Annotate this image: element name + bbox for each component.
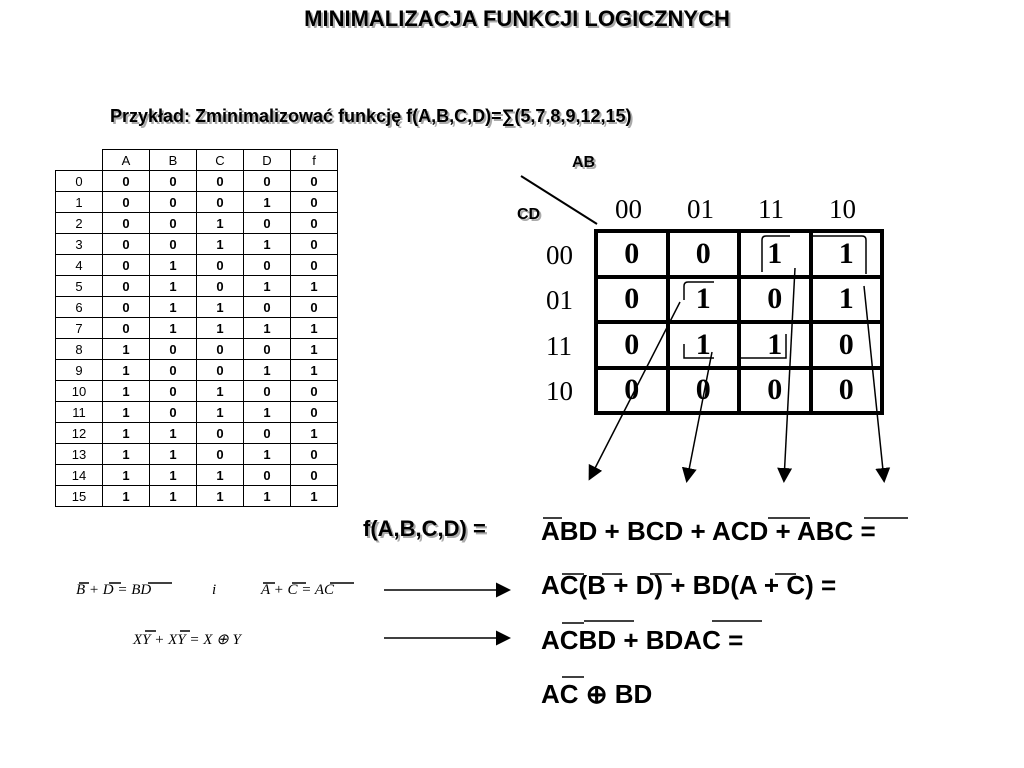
table-cell: 0 (197, 360, 244, 381)
equation-line-1: ABD + BCD + ACD + ABC = (541, 516, 876, 546)
kmap-col-header: 00 (615, 194, 642, 224)
table-cell: 0 (197, 255, 244, 276)
table-cell: 1 (197, 318, 244, 339)
table-cell: 0 (150, 339, 197, 360)
arrow (864, 286, 884, 480)
kmap-cell: 1 (670, 279, 738, 321)
table-cell: 1 (103, 360, 150, 381)
kmap-row-header: 01 (546, 285, 573, 315)
kmap-row-header: 10 (546, 376, 573, 406)
table-cell: 0 (103, 318, 150, 339)
kmap-cell: 0 (741, 279, 809, 321)
kmap-cell: 1 (670, 324, 738, 366)
table-cell: 1 (197, 486, 244, 507)
kmap-cell: 0 (598, 370, 666, 412)
table-cell: 0 (150, 234, 197, 255)
group-outline (684, 282, 714, 300)
kmap-row-header: 11 (546, 331, 572, 361)
table-cell: 0 (244, 297, 291, 318)
table-cell: 0 (291, 381, 338, 402)
identity-separator: i (212, 582, 217, 598)
table-cell: 1 (291, 423, 338, 444)
table-cell: 1 (197, 465, 244, 486)
table-cell: 0 (291, 465, 338, 486)
kmap-row-header: 00 (546, 240, 573, 270)
kmap-cell: 1 (741, 233, 809, 275)
kmap-cell: 1 (813, 279, 881, 321)
equation-line-2: AC(B + D) + BD(A + C) = (541, 570, 837, 600)
table-cell: 1 (150, 318, 197, 339)
row-index: 0 (56, 171, 103, 192)
table-header: D (244, 150, 291, 171)
table-cell: 0 (103, 234, 150, 255)
kmap-cell: 0 (813, 324, 881, 366)
table-cell: 0 (244, 381, 291, 402)
row-index: 13 (56, 444, 103, 465)
group-outline (762, 236, 790, 272)
table-cell: 1 (150, 444, 197, 465)
table-cell: 0 (291, 255, 338, 276)
table-cell: 0 (103, 297, 150, 318)
table-cell: 0 (103, 276, 150, 297)
table-cell: 1 (197, 297, 244, 318)
table-cell: 1 (150, 423, 197, 444)
table-cell: 1 (150, 486, 197, 507)
table-cell: 0 (291, 402, 338, 423)
table-cell: 1 (103, 402, 150, 423)
table-cell: 1 (291, 318, 338, 339)
row-index: 11 (56, 402, 103, 423)
equation-line-4: AC ⊕ BD (541, 679, 653, 709)
table-cell: 0 (150, 171, 197, 192)
group-outline (738, 334, 786, 358)
kmap-cell: 0 (813, 370, 881, 412)
table-cell: 1 (244, 234, 291, 255)
table-cell: 1 (150, 465, 197, 486)
table-cell: 1 (197, 234, 244, 255)
table-cell: 0 (244, 255, 291, 276)
kmap-cell: 0 (598, 279, 666, 321)
table-cell: 1 (197, 381, 244, 402)
kmap-col-header: 10 (829, 194, 856, 224)
row-index: 14 (56, 465, 103, 486)
table-cell: 1 (291, 339, 338, 360)
table-cell: 1 (197, 402, 244, 423)
table-header: B (150, 150, 197, 171)
table-cell: 0 (291, 297, 338, 318)
kmap-col-var: AB (572, 154, 596, 171)
kmap-cell: 0 (598, 324, 666, 366)
table-cell: 0 (197, 339, 244, 360)
table-header: A (103, 150, 150, 171)
table-cell: 1 (103, 423, 150, 444)
table-cell: 1 (244, 276, 291, 297)
table-cell: 1 (244, 444, 291, 465)
row-index: 5 (56, 276, 103, 297)
table-cell: 0 (103, 192, 150, 213)
table-cell: 0 (291, 234, 338, 255)
table-cell: 1 (103, 465, 150, 486)
table-cell: 0 (244, 423, 291, 444)
kmap-diagonal (521, 176, 597, 224)
table-cell: 1 (291, 276, 338, 297)
row-index: 10 (56, 381, 103, 402)
row-index: 12 (56, 423, 103, 444)
table-cell: 0 (197, 276, 244, 297)
arrow (687, 352, 712, 480)
row-index: 8 (56, 339, 103, 360)
table-cell: 1 (244, 402, 291, 423)
equation-line-3: ACBD + BDAC = (541, 625, 744, 655)
table-cell: 1 (103, 339, 150, 360)
kmap-col-header: 01 (687, 194, 714, 224)
table-cell: 0 (150, 402, 197, 423)
table-cell: 1 (291, 360, 338, 381)
row-index: 15 (56, 486, 103, 507)
kmap-cell: 1 (813, 233, 881, 275)
table-cell: 0 (103, 171, 150, 192)
kmap-row-var: CD (517, 206, 541, 223)
kmap-col-header: 11 (758, 194, 784, 224)
table-cell: 0 (103, 255, 150, 276)
table-cell: 1 (150, 276, 197, 297)
table-cell: 1 (244, 318, 291, 339)
identity-xor: XY + XY = X ⊕ Y (133, 632, 241, 648)
table-cell: 0 (244, 171, 291, 192)
table-cell: 0 (244, 213, 291, 234)
identity-2: A + C = AC (261, 582, 335, 598)
identity-1: B + D = BD (76, 582, 152, 598)
row-index: 1 (56, 192, 103, 213)
kmap-cell: 1 (741, 324, 809, 366)
table-cell: 0 (197, 444, 244, 465)
table-cell: 1 (291, 486, 338, 507)
table-cell: 0 (291, 192, 338, 213)
table-cell: 0 (244, 465, 291, 486)
arrow (784, 268, 795, 480)
example-statement: Przykład: Zminimalizować funkcję f(A,B,C,D)=∑(5,7,8,9,12,15) (110, 106, 632, 126)
table-cell: 0 (150, 360, 197, 381)
table-cell: 0 (291, 444, 338, 465)
table-cell: 1 (103, 486, 150, 507)
table-header: f (291, 150, 338, 171)
table-cell: 1 (103, 444, 150, 465)
row-index: 6 (56, 297, 103, 318)
table-cell: 1 (150, 297, 197, 318)
table-cell: 0 (291, 213, 338, 234)
group-outline (812, 236, 866, 274)
kmap-cell: 0 (670, 233, 738, 275)
function-label: f(A,B,C,D) = (363, 516, 486, 541)
page-title: MINIMALIZACJA FUNKCJI LOGICZNYCH (304, 6, 730, 31)
table-cell: 0 (197, 423, 244, 444)
table-cell: 0 (103, 213, 150, 234)
table-cell: 0 (197, 171, 244, 192)
row-index: 4 (56, 255, 103, 276)
table-cell: 1 (244, 192, 291, 213)
row-index: 3 (56, 234, 103, 255)
table-cell: 0 (150, 192, 197, 213)
table-header: C (197, 150, 244, 171)
table-cell: 1 (150, 255, 197, 276)
table-cell: 0 (150, 213, 197, 234)
table-cell: 0 (150, 381, 197, 402)
table-cell: 1 (103, 381, 150, 402)
table-cell: 1 (244, 360, 291, 381)
kmap-cell: 0 (670, 370, 738, 412)
row-index: 2 (56, 213, 103, 234)
arrow (590, 302, 680, 478)
kmap-cell: 0 (598, 233, 666, 275)
kmap-cell: 0 (741, 370, 809, 412)
table-cell: 1 (244, 486, 291, 507)
table-cell: 0 (291, 171, 338, 192)
table-cell: 1 (197, 213, 244, 234)
row-index: 7 (56, 318, 103, 339)
table-cell: 0 (244, 339, 291, 360)
table-cell: 0 (197, 192, 244, 213)
row-index: 9 (56, 360, 103, 381)
group-outline (684, 344, 714, 358)
